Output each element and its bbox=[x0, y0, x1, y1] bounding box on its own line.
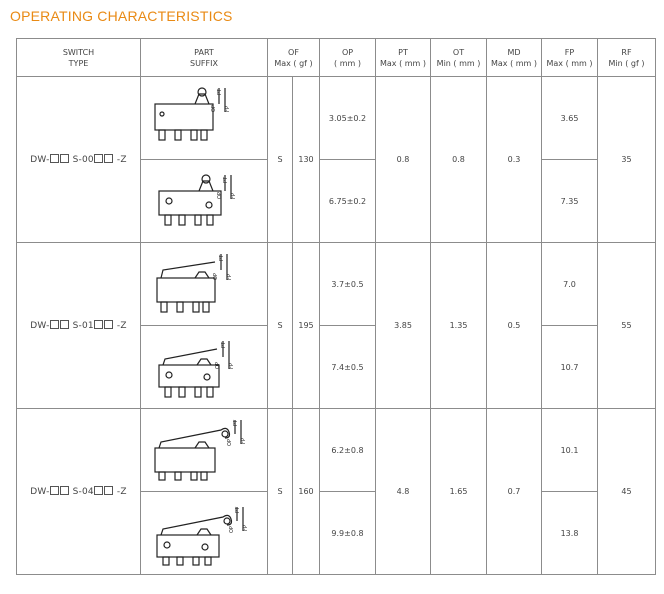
svg-text:OP: OP bbox=[213, 273, 219, 280]
fp-value: 10.7 bbox=[542, 326, 598, 409]
switch-type-label: DW- S-01 -Z bbox=[17, 243, 141, 409]
header-md: MD Max ( mm ) bbox=[487, 39, 542, 77]
of-flag: S bbox=[268, 409, 293, 575]
switch-diagram-roller-lever-top bbox=[141, 409, 268, 492]
svg-text:OP: OP bbox=[217, 192, 223, 199]
svg-text:PT: PT bbox=[233, 419, 239, 426]
ot-value: 1.65 bbox=[431, 409, 487, 575]
switch-diagram-lever-top bbox=[141, 243, 268, 326]
op-value: 3.05±0.2 bbox=[320, 77, 376, 160]
rf-value: 35 bbox=[598, 77, 656, 243]
of-flag: S bbox=[268, 243, 293, 409]
svg-text:PT: PT bbox=[223, 176, 229, 183]
rf-value: 45 bbox=[598, 409, 656, 575]
of-value: 195 bbox=[293, 243, 320, 409]
header-switch-type: SWITCH TYPE bbox=[17, 39, 141, 77]
svg-text:FP: FP bbox=[231, 193, 237, 199]
svg-text:FP: FP bbox=[241, 438, 247, 444]
header-rf: RF Min ( gf ) bbox=[598, 39, 656, 77]
switch-diagram-roller-lever-side bbox=[141, 492, 268, 575]
header-part-suffix: PART SUFFIX bbox=[141, 39, 268, 77]
svg-text:PT: PT bbox=[217, 88, 223, 95]
svg-text:FP: FP bbox=[229, 363, 235, 369]
pt-value: 0.8 bbox=[376, 77, 431, 243]
rf-value: 55 bbox=[598, 243, 656, 409]
switch-type-label: DW- S-04 -Z bbox=[17, 409, 141, 575]
pt-value: 3.85 bbox=[376, 243, 431, 409]
svg-text:PT: PT bbox=[219, 254, 225, 261]
op-value: 9.9±0.8 bbox=[320, 492, 376, 575]
op-value: 7.4±0.5 bbox=[320, 326, 376, 409]
svg-text:PT: PT bbox=[221, 341, 227, 348]
svg-text:OP: OP bbox=[229, 526, 235, 533]
fp-value: 10.1 bbox=[542, 409, 598, 492]
characteristics-table bbox=[16, 38, 656, 575]
svg-text:FP: FP bbox=[243, 525, 249, 531]
svg-text:FP: FP bbox=[227, 274, 233, 280]
fp-value: 7.35 bbox=[542, 160, 598, 243]
md-value: 0.3 bbox=[487, 77, 542, 243]
svg-text:OP: OP bbox=[211, 105, 217, 112]
svg-text:OP: OP bbox=[215, 362, 221, 369]
section-title: OPERATING CHARACTERISTICS bbox=[10, 8, 233, 24]
ot-value: 0.8 bbox=[431, 77, 487, 243]
pt-value: 4.8 bbox=[376, 409, 431, 575]
switch-type-label: DW- S-00 -Z bbox=[17, 77, 141, 243]
ot-value: 1.35 bbox=[431, 243, 487, 409]
switch-diagram-plunger-side bbox=[141, 160, 268, 243]
switch-diagram-plunger-top bbox=[141, 77, 268, 160]
op-value: 6.2±0.8 bbox=[320, 409, 376, 492]
fp-value: 3.65 bbox=[542, 77, 598, 160]
switch-diagram-lever-side bbox=[141, 326, 268, 409]
header-of: OF Max ( gf ) bbox=[268, 39, 320, 77]
header-fp: FP Max ( mm ) bbox=[542, 39, 598, 77]
fp-value: 7.0 bbox=[542, 243, 598, 326]
svg-text:FP: FP bbox=[225, 106, 231, 112]
op-value: 6.75±0.2 bbox=[320, 160, 376, 243]
of-value: 160 bbox=[293, 409, 320, 575]
header-pt: PT Max ( mm ) bbox=[376, 39, 431, 77]
header-op: OP ( mm ) bbox=[320, 39, 376, 77]
header-ot: OT Min ( mm ) bbox=[431, 39, 487, 77]
svg-text:PT: PT bbox=[235, 506, 241, 513]
svg-text:OP: OP bbox=[227, 439, 233, 446]
op-value: 3.7±0.5 bbox=[320, 243, 376, 326]
of-flag: S bbox=[268, 77, 293, 243]
md-value: 0.5 bbox=[487, 243, 542, 409]
of-value: 130 bbox=[293, 77, 320, 243]
fp-value: 13.8 bbox=[542, 492, 598, 575]
md-value: 0.7 bbox=[487, 409, 542, 575]
